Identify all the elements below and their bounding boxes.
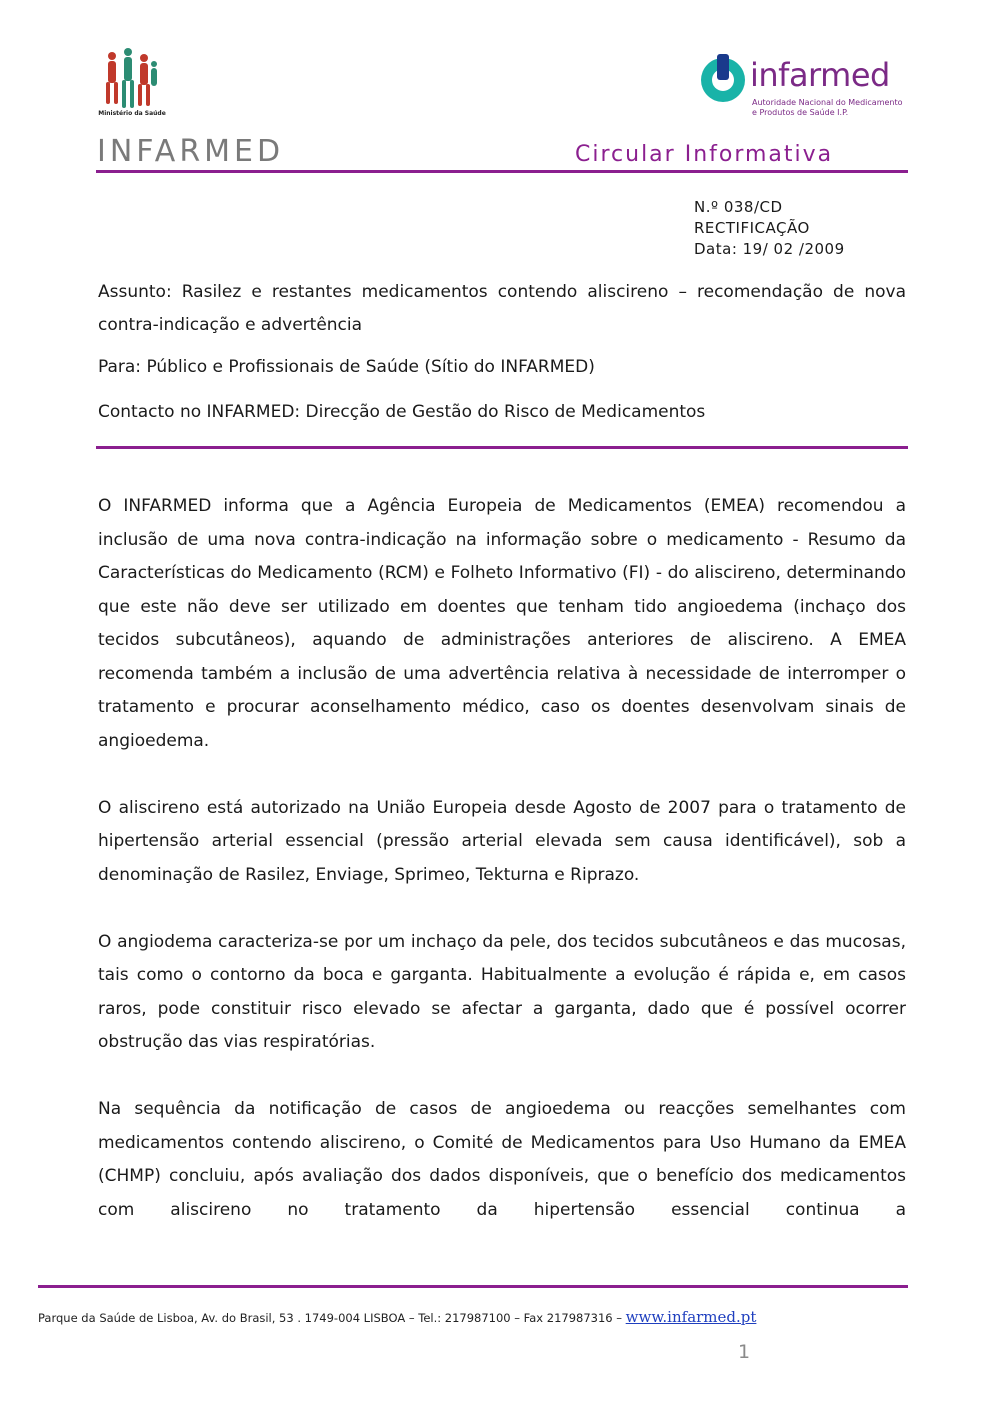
meta-divider [96, 446, 908, 449]
contact-line: Contacto no INFARMED: Direcção de Gestão do Risco de Medicamentos [98, 402, 706, 422]
reference-date: Data: 19/ 02 /2009 [694, 240, 845, 258]
audience-line: Para: Público e Profissionais de Saúde (Sítio do INFARMED) [98, 357, 595, 377]
reference-status: RECTIFICAÇÃO [694, 219, 810, 237]
website-link[interactable]: www.infarmed.pt [625, 1308, 757, 1326]
ministry-caption: Ministério da Saúde [98, 110, 166, 117]
footer [38, 1308, 756, 1326]
body-paragraph: Na sequência da notificação de casos de angioedema ou reacções semelhantes com medicamentos contendo aliscireno, o Comité de Medicamentos para Uso Humano da EMEA (CHMP) concluiu, após avaliação dos dados disponíveis, que o benefício dos medicamentos com aliscireno no tratamento da hipertensão essencial continua a [98, 1099, 906, 1220]
infarmed-tagline-1: Autoridade Nacional do Medicamento [752, 98, 903, 107]
footer-divider [38, 1285, 908, 1288]
document-type: Circular Informativa [575, 142, 834, 167]
body-paragraph: O INFARMED informa que a Agência Europeia de Medicamentos (EMEA) recomendou a inclusão de uma nova contra-indicação na informação sobre o medicamento - Resumo da Características do Medicamento (RCM) e Folheto Informativo (FI) - do aliscireno, determinando que este não deve ser utilizado em doentes que tenham tido angioedema (inchaço dos tecidos subcutâneos), aquando de administrações anteriores de aliscireno. A EMEA recomenda também a inclusão de uma advertência relativa à necessidade de interromper o tratamento e procurar aconselhamento médico, caso os doentes desenvolvam sinais de angioedema. [98, 496, 906, 751]
body-paragraph: O angiodema caracteriza-se por um inchaço da pele, dos tecidos subcutâneos e das mucosas, tais como o contorno da boca e garganta. Habitualmente a evolução é rápida e, em casos raros, pode constituir risco elevado se afectar a garganta, dado que é possível ocorrer obstrução das vias respiratórias. [98, 931, 906, 1052]
body-text [98, 490, 906, 1227]
reference-number: N.º 038/CD [694, 198, 783, 216]
page-number: 1 [738, 1341, 751, 1363]
infarmed-wordmark: infarmed [750, 56, 890, 94]
header-divider [96, 170, 908, 173]
infarmed-logo-icon [698, 52, 748, 102]
infarmed-tagline-2: e Produtos de Saúde I.P. [752, 108, 849, 117]
footer-address: Parque da Saúde de Lisboa, Av. do Brasil, 53 . 1749-004 LISBOA – Tel.: 217987100 – Fax 217987316 – [38, 1311, 626, 1325]
ministerio-saude-logo [100, 46, 160, 118]
body-paragraph: O aliscireno está autorizado na União Europeia desde Agosto de 2007 para o tratamento de hipertensão arterial essencial (pressão arterial elevada sem causa identificável), sob a denominação de Rasilez, Enviage, Sprimeo, Tekturna e Riprazo. [98, 797, 906, 885]
subject-line: Assunto: Rasilez e restantes medicamentos contendo aliscireno – recomendação de nova contra-indicação e advertência [98, 282, 906, 335]
reference-block [694, 197, 845, 260]
brand-title: INFARMED [97, 134, 285, 169]
